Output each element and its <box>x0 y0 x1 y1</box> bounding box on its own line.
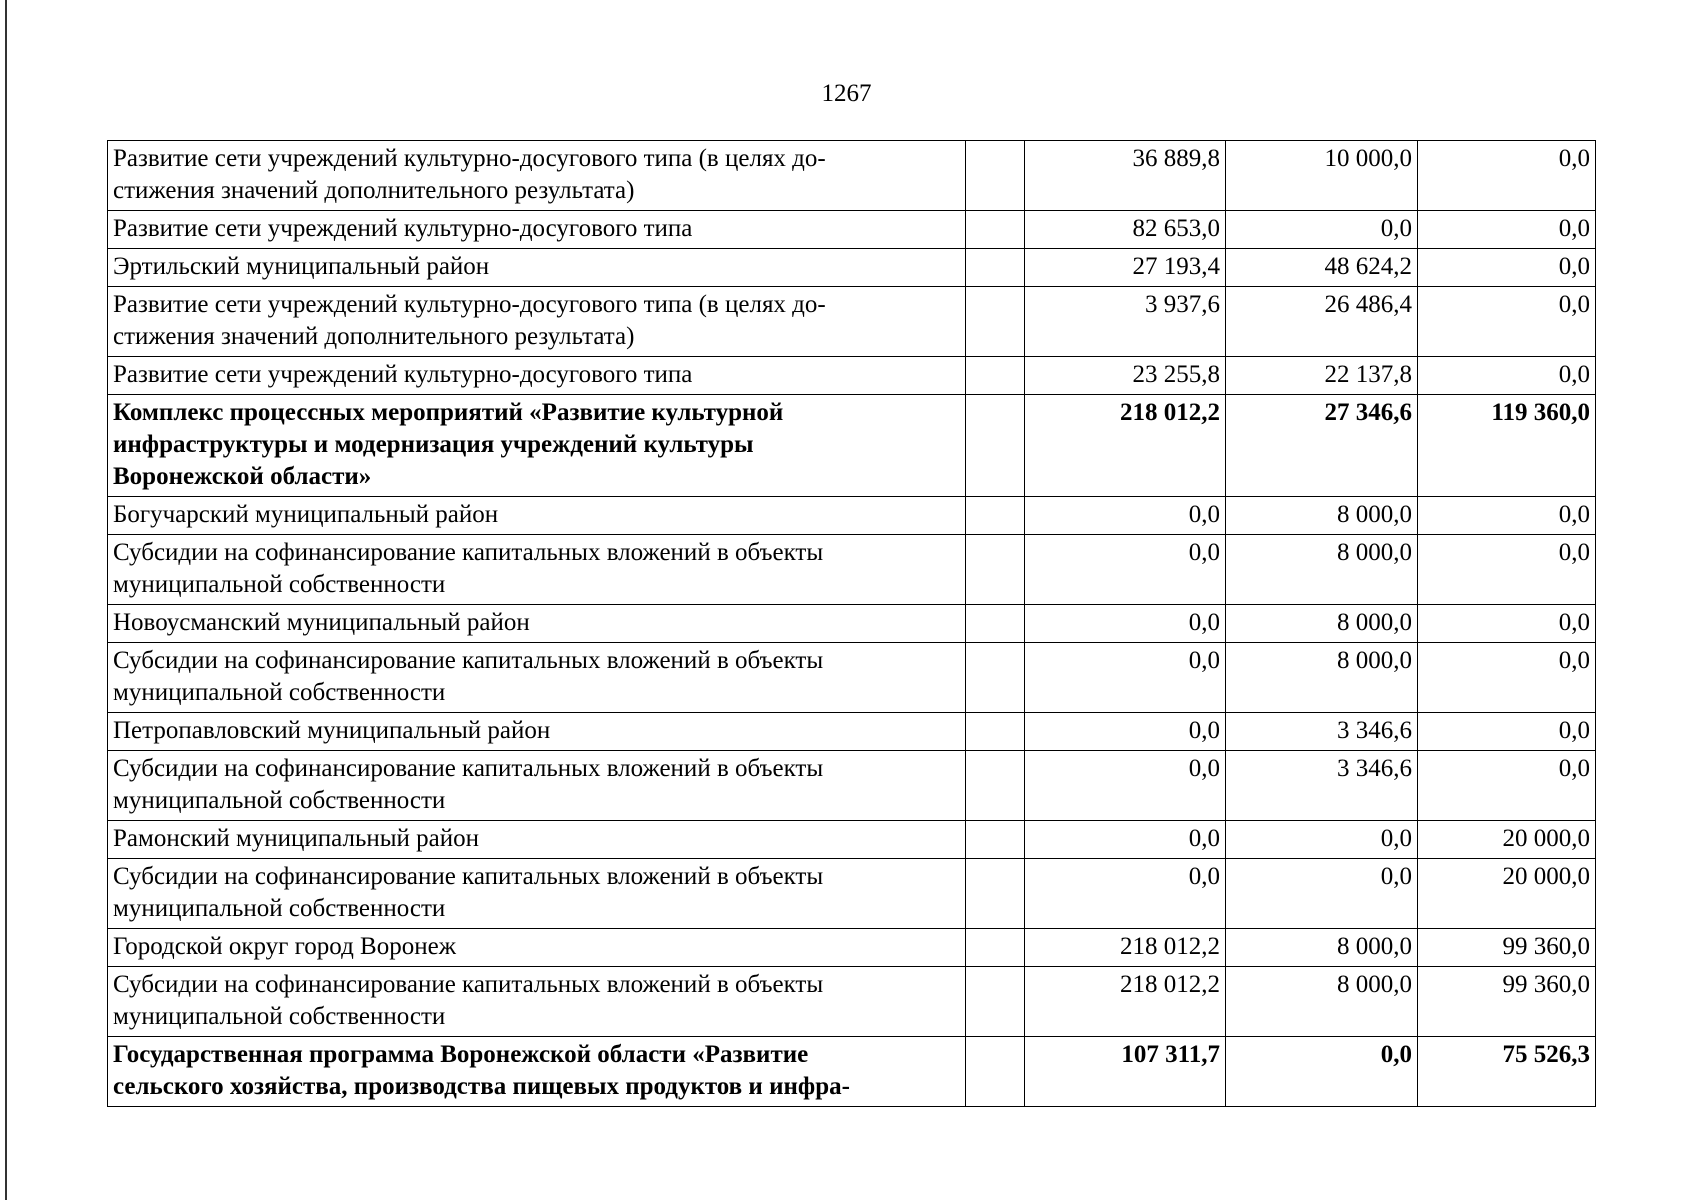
page-edge-line <box>5 0 7 1200</box>
row-name-cell: Рамонский муниципальный район <box>108 821 966 859</box>
budget-table <box>107 140 1596 1107</box>
row-value-2-cell: 8 000,0 <box>1226 643 1418 713</box>
row-value-3-cell: 20 000,0 <box>1418 859 1596 929</box>
row-value-1-cell: 0,0 <box>1025 713 1226 751</box>
row-value-3-cell: 0,0 <box>1418 713 1596 751</box>
table-row <box>108 967 1596 1037</box>
row-blank-cell <box>966 605 1025 643</box>
row-blank-cell <box>966 859 1025 929</box>
row-value-2-cell: 22 137,8 <box>1226 357 1418 395</box>
row-value-2-cell: 10 000,0 <box>1226 141 1418 211</box>
row-value-1-cell: 3 937,6 <box>1025 287 1226 357</box>
table-row <box>108 751 1596 821</box>
row-blank-cell <box>966 967 1025 1037</box>
table-row <box>108 535 1596 605</box>
row-value-3-cell: 119 360,0 <box>1418 395 1596 497</box>
row-value-1-cell: 218 012,2 <box>1025 929 1226 967</box>
row-value-3-cell: 0,0 <box>1418 249 1596 287</box>
row-value-3-cell: 0,0 <box>1418 497 1596 535</box>
row-blank-cell <box>966 497 1025 535</box>
row-value-3-cell: 99 360,0 <box>1418 929 1596 967</box>
row-value-2-cell: 8 000,0 <box>1226 605 1418 643</box>
row-value-3-cell: 0,0 <box>1418 751 1596 821</box>
table-row <box>108 141 1596 211</box>
row-blank-cell <box>966 535 1025 605</box>
row-value-3-cell: 0,0 <box>1418 211 1596 249</box>
row-value-1-cell: 82 653,0 <box>1025 211 1226 249</box>
row-value-1-cell: 0,0 <box>1025 751 1226 821</box>
row-value-1-cell: 0,0 <box>1025 859 1226 929</box>
table-row <box>108 249 1596 287</box>
row-value-1-cell: 0,0 <box>1025 643 1226 713</box>
row-name-cell: Комплекс процессных мероприятий «Развитие культурной инфраструктуры и модернизация учреждений культуры Воронежской области» <box>108 395 966 497</box>
row-value-1-cell: 218 012,2 <box>1025 395 1226 497</box>
row-value-3-cell: 0,0 <box>1418 287 1596 357</box>
row-name-cell: Развитие сети учреждений культурно-досугового типа (в целях до- стижения значений дополнительного результата) <box>108 141 966 211</box>
row-blank-cell <box>966 929 1025 967</box>
row-value-2-cell: 0,0 <box>1226 859 1418 929</box>
row-blank-cell <box>966 643 1025 713</box>
row-value-1-cell: 0,0 <box>1025 497 1226 535</box>
row-name-cell: Субсидии на софинансирование капитальных вложений в объекты муниципальной собственности <box>108 643 966 713</box>
table-row <box>108 395 1596 497</box>
budget-table-body <box>108 141 1596 1107</box>
row-blank-cell <box>966 211 1025 249</box>
row-value-2-cell: 0,0 <box>1226 211 1418 249</box>
row-name-cell: Новоусманский муниципальный район <box>108 605 966 643</box>
row-name-cell: Субсидии на софинансирование капитальных вложений в объекты муниципальной собственности <box>108 967 966 1037</box>
row-value-1-cell: 0,0 <box>1025 605 1226 643</box>
row-value-3-cell: 0,0 <box>1418 141 1596 211</box>
row-blank-cell <box>966 249 1025 287</box>
row-value-2-cell: 3 346,6 <box>1226 713 1418 751</box>
row-value-1-cell: 27 193,4 <box>1025 249 1226 287</box>
row-value-3-cell: 0,0 <box>1418 357 1596 395</box>
row-value-1-cell: 218 012,2 <box>1025 967 1226 1037</box>
row-name-cell: Эртильский муниципальный район <box>108 249 966 287</box>
row-value-3-cell: 99 360,0 <box>1418 967 1596 1037</box>
row-value-2-cell: 8 000,0 <box>1226 929 1418 967</box>
row-value-3-cell: 75 526,3 <box>1418 1037 1596 1107</box>
row-value-1-cell: 0,0 <box>1025 821 1226 859</box>
row-value-3-cell: 20 000,0 <box>1418 821 1596 859</box>
row-blank-cell <box>966 141 1025 211</box>
table-row <box>108 713 1596 751</box>
row-value-2-cell: 8 000,0 <box>1226 967 1418 1037</box>
table-row <box>108 497 1596 535</box>
row-name-cell: Субсидии на софинансирование капитальных вложений в объекты муниципальной собственности <box>108 859 966 929</box>
row-name-cell: Городской округ город Воронеж <box>108 929 966 967</box>
row-value-2-cell: 0,0 <box>1226 1037 1418 1107</box>
row-blank-cell <box>966 1037 1025 1107</box>
table-row <box>108 821 1596 859</box>
row-value-2-cell: 27 346,6 <box>1226 395 1418 497</box>
row-value-2-cell: 8 000,0 <box>1226 497 1418 535</box>
row-value-1-cell: 23 255,8 <box>1025 357 1226 395</box>
row-name-cell: Петропавловский муниципальный район <box>108 713 966 751</box>
row-name-cell: Развитие сети учреждений культурно-досугового типа <box>108 357 966 395</box>
table-row <box>108 643 1596 713</box>
row-value-1-cell: 0,0 <box>1025 535 1226 605</box>
row-value-2-cell: 0,0 <box>1226 821 1418 859</box>
row-value-1-cell: 107 311,7 <box>1025 1037 1226 1107</box>
row-value-2-cell: 48 624,2 <box>1226 249 1418 287</box>
table-row <box>108 605 1596 643</box>
row-value-2-cell: 3 346,6 <box>1226 751 1418 821</box>
row-blank-cell <box>966 751 1025 821</box>
row-name-cell: Субсидии на софинансирование капитальных вложений в объекты муниципальной собственности <box>108 535 966 605</box>
table-row <box>108 287 1596 357</box>
row-value-2-cell: 8 000,0 <box>1226 535 1418 605</box>
table-row <box>108 1037 1596 1107</box>
row-value-1-cell: 36 889,8 <box>1025 141 1226 211</box>
row-value-3-cell: 0,0 <box>1418 605 1596 643</box>
table-row <box>108 211 1596 249</box>
row-blank-cell <box>966 821 1025 859</box>
row-name-cell: Государственная программа Воронежской области «Развитие сельского хозяйства, производства пищевых продуктов и инфра- <box>108 1037 966 1107</box>
row-name-cell: Богучарский муниципальный район <box>108 497 966 535</box>
page-number: 1267 <box>821 80 872 107</box>
row-value-3-cell: 0,0 <box>1418 535 1596 605</box>
row-blank-cell <box>966 287 1025 357</box>
row-value-2-cell: 26 486,4 <box>1226 287 1418 357</box>
row-value-3-cell: 0,0 <box>1418 643 1596 713</box>
table-row <box>108 357 1596 395</box>
row-name-cell: Субсидии на софинансирование капитальных вложений в объекты муниципальной собственности <box>108 751 966 821</box>
row-blank-cell <box>966 713 1025 751</box>
row-blank-cell <box>966 357 1025 395</box>
row-name-cell: Развитие сети учреждений культурно-досугового типа (в целях до- стижения значений дополнительного результата) <box>108 287 966 357</box>
table-row <box>108 929 1596 967</box>
table-row <box>108 859 1596 929</box>
row-name-cell: Развитие сети учреждений культурно-досугового типа <box>108 211 966 249</box>
row-blank-cell <box>966 395 1025 497</box>
